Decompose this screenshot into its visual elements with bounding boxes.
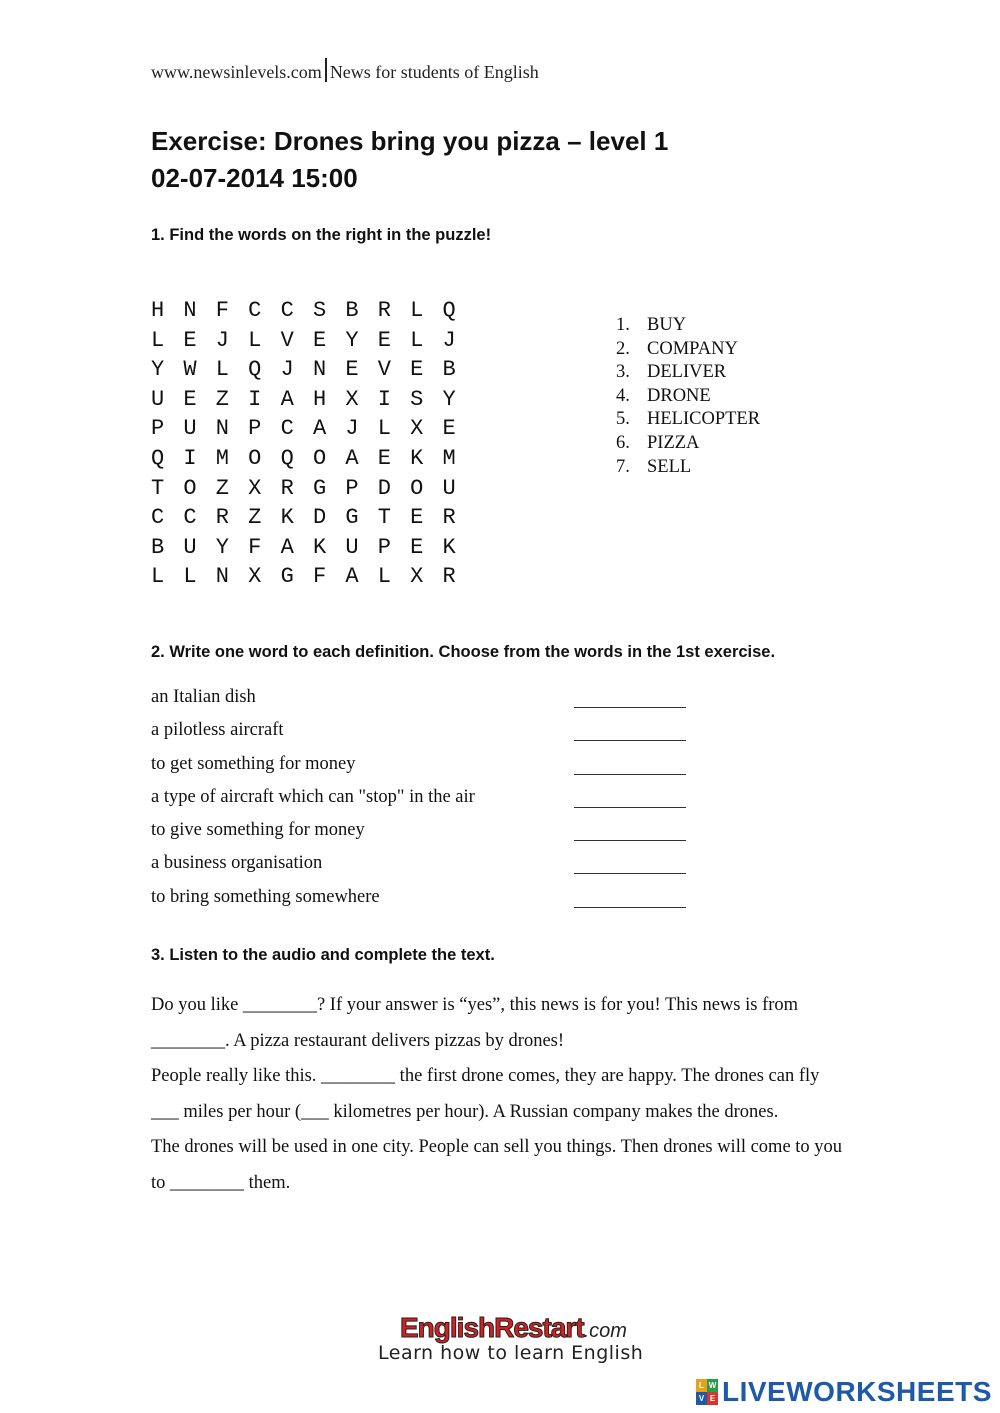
grid-letter[interactable]: R — [442, 564, 456, 590]
grid-letter[interactable]: T — [377, 505, 391, 531]
paragraph: People really like this. ________ the first drone comes, they are happy. The drones can fly ___ miles per hour (___ kilometres per hour). A Russian company makes the drones. — [151, 1066, 820, 1122]
grid-letter[interactable]: C — [248, 298, 262, 323]
grid-letter[interactable]: D — [377, 475, 391, 501]
word-number: 4. — [616, 385, 630, 406]
grid-letter[interactable]: D — [312, 505, 327, 531]
definition-text: to get something for money — [151, 753, 356, 774]
word-list-item — [616, 408, 760, 432]
grid-letter[interactable]: C — [280, 416, 294, 442]
grid-letter[interactable]: N — [183, 298, 197, 323]
word-list-item — [616, 314, 760, 338]
word-number: 6. — [616, 432, 630, 453]
grid-letter[interactable]: X — [248, 475, 262, 501]
definition-row — [151, 853, 691, 886]
site-tagline: News for students of English — [329, 62, 539, 82]
grid-letter[interactable]: Y — [151, 357, 165, 383]
exercise3-heading: 3. Listen to the audio and complete the text. — [151, 946, 495, 964]
grid-letter[interactable]: R — [442, 505, 456, 531]
word-list-item — [616, 338, 760, 362]
grid-letter[interactable]: J — [215, 327, 229, 353]
grid-letter[interactable]: P — [248, 416, 262, 442]
grid-letter[interactable]: U — [442, 475, 456, 501]
grid-letter[interactable]: L — [377, 564, 391, 590]
grid-letter[interactable]: K — [410, 445, 424, 471]
page-header — [151, 58, 539, 83]
grid-letter[interactable]: L — [151, 564, 165, 590]
grid-letter[interactable]: B — [442, 357, 456, 383]
grid-letter[interactable]: Z — [215, 386, 229, 412]
grid-letter[interactable]: C — [151, 505, 165, 531]
definitions-list — [151, 687, 691, 920]
englishrestart-logo — [378, 1312, 644, 1364]
exercise2-heading: 2. Write one word to each definition. Choose from the words in the 1st exercise. — [151, 643, 776, 661]
word-list-item — [616, 432, 760, 456]
grid-row — [151, 476, 475, 506]
definition-text: an Italian dish — [151, 687, 256, 707]
grid-letter[interactable]: X — [345, 386, 359, 412]
header-divider — [325, 58, 327, 82]
grid-letter[interactable]: O — [183, 475, 197, 501]
grid-letter[interactable]: R — [280, 475, 294, 501]
title-line-1: Exercise: Drones bring you pizza – level 1 — [151, 126, 669, 156]
grid-letter[interactable]: J — [280, 357, 294, 383]
word-number: 2. — [616, 338, 630, 359]
grid-letter[interactable]: I — [248, 386, 262, 412]
word-text: PIZZA — [647, 432, 700, 453]
answer-blank[interactable] — [574, 722, 686, 741]
word-text: SELL — [647, 456, 692, 477]
word-list-item — [616, 361, 760, 385]
definition-text: a business organisation — [151, 853, 323, 874]
grid-letter[interactable]: K — [312, 534, 327, 560]
word-number: 7. — [616, 456, 630, 477]
logo-tagline: Learn how to learn English — [378, 1342, 644, 1364]
grid-row — [151, 446, 475, 476]
word-list-item — [616, 456, 760, 480]
logo-restart: Restart — [494, 1312, 584, 1343]
grid-letter[interactable]: M — [442, 445, 456, 471]
grid-letter[interactable]: A — [345, 564, 359, 590]
grid-row — [151, 505, 475, 535]
grid-letter[interactable]: J — [442, 327, 456, 353]
grid-row — [151, 387, 475, 417]
grid-letter[interactable]: O — [312, 445, 327, 471]
grid-letter[interactable]: P — [151, 416, 165, 442]
grid-letter[interactable]: U — [183, 416, 197, 442]
grid-letter[interactable]: Q — [442, 298, 456, 323]
grid-letter[interactable]: Y — [442, 386, 456, 412]
grid-row — [151, 357, 475, 387]
definition-row — [151, 720, 691, 753]
word-number: 1. — [616, 315, 630, 335]
answer-blank[interactable] — [574, 889, 686, 908]
grid-letter[interactable]: E — [410, 534, 424, 560]
grid-row — [151, 535, 475, 565]
grid-row — [151, 564, 475, 594]
logo-com: .com — [583, 1320, 627, 1342]
word-text: DELIVER — [647, 362, 727, 383]
grid-letter[interactable]: F — [248, 534, 262, 560]
grid-letter[interactable]: U — [183, 534, 197, 560]
grid-letter[interactable]: P — [377, 534, 391, 560]
grid-letter[interactable]: W — [183, 357, 197, 383]
grid-letter[interactable]: E — [410, 357, 424, 383]
grid-letter[interactable]: E — [410, 505, 424, 531]
grid-letter[interactable]: Q — [248, 357, 262, 383]
grid-letter[interactable]: N — [215, 564, 229, 590]
grid-letter[interactable]: H — [312, 386, 327, 412]
word-list — [616, 314, 760, 479]
grid-letter[interactable]: Z — [215, 475, 229, 501]
grid-letter[interactable]: S — [410, 386, 424, 412]
grid-letter[interactable]: E — [345, 357, 359, 383]
title-date: 02-07-2014 15:00 — [151, 163, 358, 193]
grid-letter[interactable]: L — [410, 298, 424, 323]
grid-letter[interactable]: A — [280, 386, 294, 412]
definition-row — [151, 820, 691, 853]
grid-letter[interactable]: O — [248, 445, 262, 471]
grid-letter[interactable]: S — [312, 298, 327, 323]
grid-letter[interactable]: F — [312, 564, 327, 590]
grid-letter[interactable]: E — [442, 416, 456, 442]
lw-icon-tile: W — [708, 1381, 717, 1390]
grid-letter[interactable]: L — [410, 327, 424, 353]
grid-row — [151, 298, 475, 328]
definition-row — [151, 687, 691, 720]
grid-letter[interactable]: V — [377, 357, 391, 383]
grid-letter[interactable]: J — [345, 416, 359, 442]
answer-blank[interactable] — [574, 822, 686, 841]
grid-letter[interactable]: E — [183, 386, 197, 412]
grid-letter[interactable]: U — [151, 386, 165, 412]
grid-letter[interactable]: F — [215, 298, 229, 323]
site-url[interactable]: www.newsinlevels.com — [151, 62, 322, 82]
grid-letter[interactable]: V — [280, 327, 294, 353]
grid-letter[interactable]: H — [151, 298, 165, 323]
definition-text: a type of aircraft which can "stop" in the air — [151, 786, 475, 807]
grid-letter[interactable]: K — [280, 505, 294, 531]
answer-blank[interactable] — [574, 689, 686, 708]
liveworksheets-logo — [696, 1376, 992, 1408]
grid-letter[interactable]: C — [183, 505, 197, 531]
grid-letter[interactable]: Z — [248, 505, 262, 531]
word-text: HELICOPTER — [647, 409, 761, 430]
grid-letter[interactable]: O — [410, 475, 424, 501]
paragraph: The drones will be used in one city. People can sell you things. Then drones will come to you to ________ them. — [151, 1137, 843, 1193]
grid-letter[interactable]: L — [248, 327, 262, 353]
word-search-grid — [151, 298, 475, 594]
grid-letter[interactable]: G — [345, 505, 359, 531]
grid-letter[interactable]: Q — [151, 445, 165, 471]
grid-letter[interactable]: X — [410, 564, 424, 590]
definition-text: to give something for money — [151, 820, 365, 841]
grid-letter[interactable]: G — [312, 475, 327, 501]
grid-letter[interactable]: N — [215, 416, 229, 442]
definition-row — [151, 754, 691, 787]
word-number: 3. — [616, 362, 630, 383]
grid-letter[interactable]: E — [377, 327, 391, 353]
definition-row — [151, 887, 691, 920]
grid-letter[interactable]: B — [151, 534, 165, 560]
answer-blank[interactable] — [574, 789, 686, 808]
grid-letter[interactable]: G — [280, 564, 294, 590]
gap-fill-text — [151, 988, 851, 1201]
liveworksheets-icon — [696, 1379, 718, 1405]
grid-row — [151, 416, 475, 446]
grid-letter[interactable]: Y — [215, 534, 229, 560]
word-number: 5. — [616, 409, 630, 430]
grid-letter[interactable]: L — [215, 357, 229, 383]
paragraph: Do you like ________? If your answer is “yes”, this news is for you! This news is from ________. A pizza restaurant delivers pizzas by drones! — [151, 995, 799, 1051]
grid-letter[interactable]: K — [442, 534, 456, 560]
grid-letter[interactable]: Y — [345, 327, 359, 353]
grid-letter[interactable]: C — [280, 298, 294, 323]
definition-text: to bring something somewhere — [151, 886, 380, 907]
word-list-item — [616, 385, 760, 409]
lw-icon-tile: L — [696, 1379, 707, 1392]
grid-letter[interactable]: E — [377, 445, 391, 471]
grid-letter[interactable]: X — [410, 416, 424, 442]
lw-icon-tile: V — [696, 1392, 707, 1405]
grid-letter[interactable]: E — [183, 327, 197, 353]
grid-row — [151, 328, 475, 358]
grid-letter[interactable]: A — [312, 416, 327, 442]
word-text: DRONE — [647, 385, 711, 406]
grid-letter[interactable]: P — [345, 475, 359, 501]
definition-row — [151, 787, 691, 820]
page-title — [151, 123, 668, 197]
word-text: COMPANY — [647, 338, 738, 359]
grid-letter[interactable]: R — [377, 298, 391, 323]
grid-letter[interactable]: N — [312, 357, 327, 383]
exercise1-heading: 1. Find the words on the right in the puzzle! — [151, 226, 492, 244]
lw-icon-tile: E — [707, 1392, 718, 1405]
grid-letter[interactable]: L — [151, 327, 165, 353]
grid-letter[interactable]: E — [312, 327, 327, 353]
grid-letter[interactable]: I — [377, 386, 391, 412]
grid-letter[interactable]: X — [248, 564, 262, 590]
answer-blank[interactable] — [574, 855, 686, 874]
grid-letter[interactable]: R — [215, 505, 229, 531]
grid-letter[interactable]: U — [345, 534, 359, 560]
liveworksheets-text: LIVEWORKSHEETS — [722, 1376, 992, 1407]
answer-blank[interactable] — [574, 756, 686, 775]
grid-letter[interactable]: M — [215, 445, 229, 471]
grid-letter[interactable]: L — [377, 416, 391, 442]
word-text: BUY — [647, 315, 687, 335]
grid-letter[interactable]: Q — [280, 445, 294, 471]
grid-letter[interactable]: A — [345, 445, 359, 471]
definition-text: a pilotless aircraft — [151, 720, 284, 741]
grid-letter[interactable]: I — [183, 445, 197, 471]
grid-letter[interactable]: T — [151, 475, 165, 501]
grid-letter[interactable]: L — [183, 564, 197, 590]
grid-letter[interactable]: A — [280, 534, 294, 560]
logo-english: English — [400, 1312, 495, 1343]
grid-letter[interactable]: B — [345, 298, 359, 323]
